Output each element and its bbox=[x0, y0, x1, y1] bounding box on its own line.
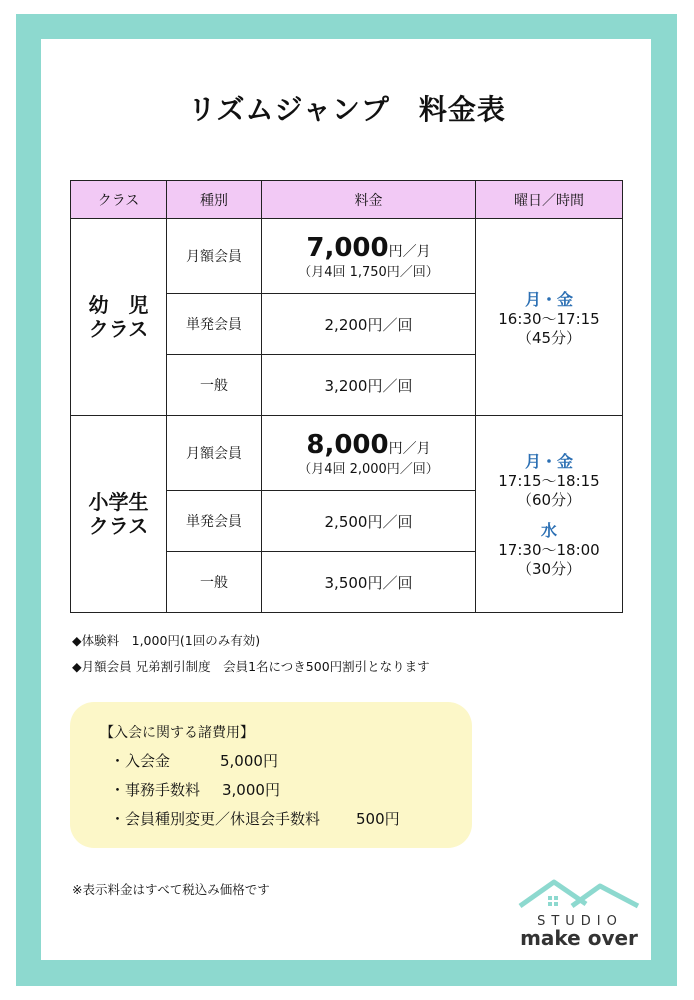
schedule-cell-preschool bbox=[476, 219, 623, 416]
fee-amount: 5,000円 bbox=[220, 752, 278, 770]
class-name-line2: クラス bbox=[88, 317, 149, 341]
header-schedule: 曜日／時間 bbox=[476, 181, 623, 219]
header-price: 料金 bbox=[262, 181, 476, 219]
fee-table bbox=[70, 180, 623, 613]
price-amount: 7,000 bbox=[306, 232, 389, 263]
note-sibling-discount: ◆月額会員 兄弟割引制度 会員1名につき500円割引となります bbox=[72, 659, 430, 674]
class-name-line1: 小学生 bbox=[88, 490, 149, 514]
price-unit: 円／月 bbox=[388, 243, 431, 260]
notes bbox=[72, 628, 430, 680]
class-cell-preschool bbox=[71, 219, 167, 416]
schedule-cell-elementary bbox=[476, 416, 623, 613]
kind-cell: 単発会員 bbox=[167, 491, 262, 552]
price-cell: 2,500円／回 bbox=[262, 491, 476, 552]
price-cell bbox=[262, 416, 476, 491]
admission-fees-box bbox=[70, 702, 472, 848]
schedule-duration: （60分） bbox=[516, 491, 582, 509]
price-sub: （月4回 1,750円／回） bbox=[298, 264, 439, 280]
price-cell bbox=[262, 219, 476, 294]
table-header-row bbox=[71, 181, 623, 219]
table-row bbox=[71, 416, 623, 491]
class-name-line1: 幼 児 bbox=[88, 293, 149, 317]
logo-makeover-text: make over bbox=[520, 926, 638, 950]
fee-label: ・事務手数料 bbox=[110, 781, 201, 799]
fees-heading: 【入会に関する諸費用】 bbox=[100, 725, 254, 741]
fee-amount: 500円 bbox=[356, 810, 400, 828]
studio-logo bbox=[514, 876, 644, 956]
page-title: リズムジャンプ 料金表 bbox=[188, 93, 506, 126]
schedule-time: 17:15〜18:15 bbox=[498, 472, 600, 490]
kind-cell: 一般 bbox=[167, 355, 262, 416]
price-amount: 8,000 bbox=[306, 429, 389, 460]
tax-note: ※表示料金はすべて税込み価格です bbox=[72, 882, 270, 897]
class-name-line2: クラス bbox=[88, 514, 149, 538]
class-cell-elementary bbox=[71, 416, 167, 613]
kind-cell: 月額会員 bbox=[167, 219, 262, 294]
schedule-day: 月・金 bbox=[524, 289, 573, 309]
schedule-duration: （45分） bbox=[516, 328, 582, 347]
schedule-day: 月・金 bbox=[524, 452, 573, 471]
table-row bbox=[71, 219, 623, 294]
kind-cell: 単発会員 bbox=[167, 294, 262, 355]
price-sub: （月4回 2,000円／回） bbox=[298, 461, 439, 477]
header-kind: 種別 bbox=[167, 181, 262, 219]
note-trial: ◆体験料 1,000円(1回のみ有効) bbox=[72, 633, 261, 648]
schedule-duration: （30分） bbox=[516, 560, 582, 578]
logo-studio-text: STUDIO bbox=[537, 914, 623, 929]
schedule-time: 16:30〜17:15 bbox=[498, 309, 600, 328]
house-roof-icon bbox=[514, 876, 644, 918]
schedule-time: 17:30〜18:00 bbox=[498, 541, 600, 559]
fee-label: ・入会金 bbox=[110, 752, 171, 770]
price-unit: 円／月 bbox=[388, 440, 431, 457]
fee-label: ・会員種別変更／休退会手数料 bbox=[110, 810, 321, 828]
schedule-day: 水 bbox=[540, 521, 557, 540]
kind-cell: 一般 bbox=[167, 552, 262, 613]
price-cell: 3,200円／回 bbox=[262, 355, 476, 416]
header-class: クラス bbox=[71, 181, 167, 219]
price-cell: 3,500円／回 bbox=[262, 552, 476, 613]
kind-cell: 月額会員 bbox=[167, 416, 262, 491]
price-cell: 2,200円／回 bbox=[262, 294, 476, 355]
fee-amount: 3,000円 bbox=[222, 781, 280, 799]
